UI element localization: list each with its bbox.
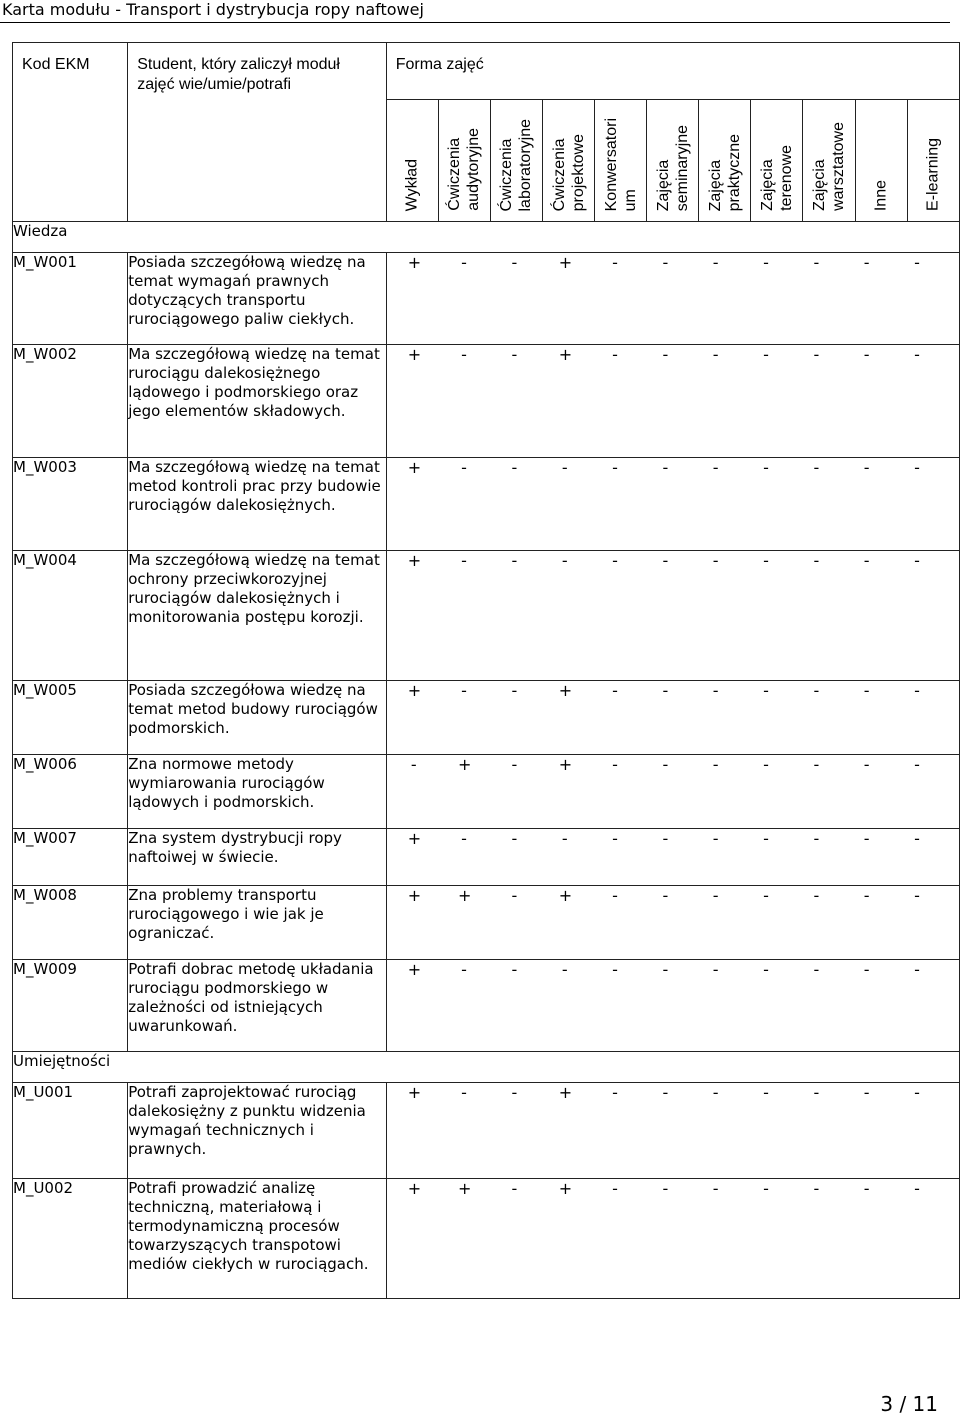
form-mark: -	[612, 551, 618, 570]
form-marks	[386, 755, 959, 829]
form-header-cell	[751, 100, 803, 222]
form-mark: -	[612, 1179, 618, 1198]
effect-description: Ma szczegółową wiedzę na temat metod kontroli prac przy budowie rurociągów dalekosiężnych.	[128, 458, 387, 551]
table-row	[13, 345, 960, 458]
form-marks	[386, 1179, 959, 1299]
form-mark: -	[511, 755, 518, 774]
effect-code: M_W007	[13, 829, 128, 886]
form-mark: -	[914, 551, 920, 570]
form-mark: -	[763, 253, 769, 272]
form-mark: -	[561, 458, 568, 477]
form-header-cell	[699, 100, 751, 222]
form-mark: -	[863, 886, 870, 905]
form-mark: -	[712, 345, 719, 364]
form-header-label: E-learning	[924, 138, 942, 211]
form-mark: +	[558, 253, 573, 272]
form-mark: -	[863, 681, 870, 700]
form-mark: -	[914, 345, 920, 364]
form-mark: -	[813, 458, 820, 477]
effect-code: M_W002	[13, 345, 128, 458]
form-mark: -	[863, 551, 870, 570]
form-mark: -	[763, 458, 769, 477]
form-mark: -	[511, 960, 518, 979]
form-mark: +	[407, 886, 422, 905]
form-header-label: Zajęcia warsztatowe	[811, 122, 848, 211]
form-mark: -	[612, 1083, 618, 1102]
form-mark: -	[763, 1083, 769, 1102]
form-mark: +	[558, 886, 573, 905]
form-header-cell	[803, 100, 855, 222]
form-mark: -	[662, 1179, 669, 1198]
form-mark: -	[813, 681, 820, 700]
form-mark: -	[612, 755, 618, 774]
form-mark: -	[914, 1083, 920, 1102]
form-mark: +	[558, 1083, 573, 1102]
table-row	[13, 681, 960, 755]
form-mark: -	[612, 458, 618, 477]
table-row	[13, 960, 960, 1052]
form-header-cell	[595, 100, 647, 222]
form-mark: -	[511, 551, 518, 570]
form-header-cell	[647, 100, 699, 222]
effect-description: Posiada szczegółowa wiedzę na temat metod budowy rurociągów podmorskich.	[128, 681, 387, 755]
section-row	[13, 1052, 960, 1083]
form-mark: +	[558, 681, 573, 700]
form-mark: -	[511, 458, 518, 477]
form-mark: -	[561, 829, 568, 848]
form-mark: -	[813, 886, 820, 905]
page-number: 3 / 11	[880, 1392, 938, 1416]
form-marks	[386, 253, 959, 345]
form-mark: -	[914, 458, 920, 477]
form-mark: -	[511, 345, 518, 364]
form-mark: -	[662, 253, 669, 272]
form-mark: -	[511, 681, 518, 700]
table-row	[13, 253, 960, 345]
form-mark: -	[511, 253, 518, 272]
form-mark: -	[662, 681, 669, 700]
form-mark: -	[561, 960, 568, 979]
effect-code: M_W005	[13, 681, 128, 755]
form-header-label: Ćwiczenia projektowe	[550, 133, 587, 211]
table-row	[13, 458, 960, 551]
form-mark: -	[511, 1179, 518, 1198]
form-mark: -	[763, 1179, 769, 1198]
form-mark: -	[914, 886, 920, 905]
form-mark: +	[407, 681, 422, 700]
section-title: Umiejętności	[13, 1052, 960, 1083]
form-mark: -	[612, 681, 618, 700]
form-header-label: Ćwiczenia audytoryjne	[446, 128, 483, 211]
form-mark: -	[813, 551, 820, 570]
header-forma-zajec: Forma zajęć	[386, 43, 959, 100]
form-mark: -	[612, 253, 618, 272]
section-row	[13, 222, 960, 253]
form-mark: -	[712, 1179, 719, 1198]
form-header-label: Wykład	[403, 158, 421, 211]
form-mark: -	[662, 886, 669, 905]
form-mark: -	[712, 960, 719, 979]
effect-description: Potrafi zaprojektować rurociąg dalekosiężny z punktu widzenia wymagań technicznych i prawnych.	[128, 1083, 387, 1179]
form-header-cell	[438, 100, 490, 222]
form-mark: -	[561, 551, 568, 570]
form-mark: +	[407, 829, 422, 848]
form-mark: -	[763, 755, 769, 774]
form-mark: +	[458, 1179, 472, 1198]
form-mark: -	[813, 829, 820, 848]
table-row	[13, 551, 960, 681]
form-mark: -	[863, 345, 870, 364]
effect-code: M_W006	[13, 755, 128, 829]
form-mark: -	[410, 755, 417, 774]
form-mark: -	[461, 960, 467, 979]
effect-description: Potrafi prowadzić analizę techniczną, materiałową i termodynamiczną procesów towarzyszących transpotowi mediów ciekłych w rurociągach.	[128, 1179, 387, 1299]
form-mark: -	[461, 345, 467, 364]
table-row	[13, 755, 960, 829]
form-mark: -	[461, 551, 467, 570]
form-mark: +	[558, 1179, 573, 1198]
effect-description: Zna problemy transportu rurociągowego i wie jak je ograniczać.	[128, 886, 387, 960]
table-row	[13, 886, 960, 960]
form-mark: -	[461, 829, 467, 848]
effect-description: Ma szczegółową wiedzę na temat ochrony przeciwkorozyjnej rurociągów dalekosiężnych i monitorowania postępu korozji.	[128, 551, 387, 681]
form-mark: -	[763, 960, 769, 979]
table-header-row	[13, 43, 960, 100]
form-mark: -	[511, 886, 518, 905]
form-mark: -	[662, 551, 669, 570]
form-mark: -	[712, 1083, 719, 1102]
form-marks	[386, 458, 959, 551]
form-mark: -	[763, 345, 769, 364]
form-mark: -	[863, 1083, 870, 1102]
effect-description: Zna system dystrybucji ropy naftoiwej w świecie.	[128, 829, 387, 886]
form-mark: -	[662, 458, 669, 477]
table-row	[13, 1083, 960, 1179]
form-header-label: Konwersatori um	[602, 117, 639, 211]
form-header-cell	[543, 100, 595, 222]
table-row	[13, 829, 960, 886]
form-header-cell	[855, 100, 907, 222]
form-mark: -	[461, 1083, 467, 1102]
form-mark: +	[558, 345, 573, 364]
form-marks	[386, 960, 959, 1052]
module-effects-table	[12, 42, 960, 1299]
effect-code: M_W008	[13, 886, 128, 960]
form-mark: -	[511, 1083, 518, 1102]
form-mark: -	[461, 681, 467, 700]
form-mark: +	[407, 253, 422, 272]
form-header-label: Inne	[872, 179, 890, 211]
form-marks	[386, 1083, 959, 1179]
form-mark: +	[407, 458, 422, 477]
form-mark: -	[662, 755, 669, 774]
header-kod-ekm: Kod EKM	[13, 43, 128, 222]
form-mark: +	[407, 1083, 422, 1102]
effect-code: M_W004	[13, 551, 128, 681]
form-mark: -	[712, 681, 719, 700]
form-mark: +	[407, 960, 422, 979]
form-mark: -	[662, 345, 669, 364]
form-mark: +	[558, 755, 573, 774]
form-mark: -	[863, 1179, 870, 1198]
form-mark: +	[407, 1179, 422, 1198]
effect-description: Posiada szczegółową wiedzę na temat wymagań prawnych dotyczących transportu rurociągowego paliw ciekłych.	[128, 253, 387, 345]
form-mark: -	[461, 253, 467, 272]
table-row	[13, 1179, 960, 1299]
form-marks	[386, 551, 959, 681]
form-mark: -	[863, 755, 870, 774]
form-mark: -	[863, 253, 870, 272]
form-mark: -	[763, 829, 769, 848]
effect-code: M_W001	[13, 253, 128, 345]
form-mark: -	[712, 551, 719, 570]
form-marks	[386, 345, 959, 458]
form-header-label: Ćwiczenia laboratoryjne	[498, 118, 535, 211]
effect-description: Zna normowe metody wymiarowania rurociągów lądowych i podmorskich.	[128, 755, 387, 829]
form-mark: -	[813, 1083, 820, 1102]
form-mark: -	[511, 829, 518, 848]
form-mark: -	[914, 1179, 920, 1198]
form-mark: -	[662, 960, 669, 979]
form-mark: -	[712, 253, 719, 272]
form-mark: +	[458, 886, 472, 905]
form-mark: -	[813, 253, 820, 272]
form-mark: -	[914, 681, 920, 700]
form-mark: -	[763, 681, 769, 700]
effect-code: M_W003	[13, 458, 128, 551]
form-header-cell	[490, 100, 542, 222]
effect-code: M_U001	[13, 1083, 128, 1179]
form-header-label: Zajęcia terenowe	[758, 145, 795, 211]
form-mark: -	[813, 1179, 820, 1198]
form-mark: -	[763, 886, 769, 905]
form-mark: -	[813, 755, 820, 774]
form-mark: +	[458, 755, 472, 774]
form-marks	[386, 886, 959, 960]
form-mark: -	[612, 829, 618, 848]
form-mark: -	[914, 960, 920, 979]
form-marks	[386, 681, 959, 755]
form-mark: -	[662, 1083, 669, 1102]
form-mark: -	[863, 829, 870, 848]
form-mark: +	[407, 551, 422, 570]
form-mark: -	[612, 345, 618, 364]
form-mark: -	[914, 755, 920, 774]
form-header-label: Zajęcia seminaryjne	[654, 124, 691, 211]
form-mark: -	[813, 960, 820, 979]
form-mark: -	[712, 755, 719, 774]
section-title: Wiedza	[13, 222, 960, 253]
effect-code: M_U002	[13, 1179, 128, 1299]
effect-description: Ma szczegółową wiedzę na temat rurociągu dalekosiężnego lądowego i podmorskiego oraz jego elementów składowych.	[128, 345, 387, 458]
form-mark: -	[914, 829, 920, 848]
form-mark: -	[863, 960, 870, 979]
form-mark: -	[461, 458, 467, 477]
form-mark: -	[813, 345, 820, 364]
form-mark: -	[612, 886, 618, 905]
form-header-cell	[907, 100, 959, 222]
form-mark: -	[712, 829, 719, 848]
form-mark: -	[712, 886, 719, 905]
form-mark: -	[763, 551, 769, 570]
form-header-label: Zajęcia praktyczne	[706, 133, 743, 211]
effect-code: M_W009	[13, 960, 128, 1052]
form-mark: -	[712, 458, 719, 477]
form-mark: -	[662, 829, 669, 848]
header-student: Student, który zaliczył moduł zajęć wie/umie/potrafi	[128, 43, 387, 222]
document-title: Karta modułu - Transport i dystrybucja ropy naftowej	[0, 0, 950, 23]
form-mark: -	[863, 458, 870, 477]
form-mark: -	[914, 253, 920, 272]
form-marks	[386, 829, 959, 886]
form-mark: +	[407, 345, 422, 364]
form-mark: -	[612, 960, 618, 979]
effect-description: Potrafi dobrac metodę układania rurociągu podmorskiego w zależności od istniejących uwarunkowań.	[128, 960, 387, 1052]
form-header-cell	[386, 100, 438, 222]
